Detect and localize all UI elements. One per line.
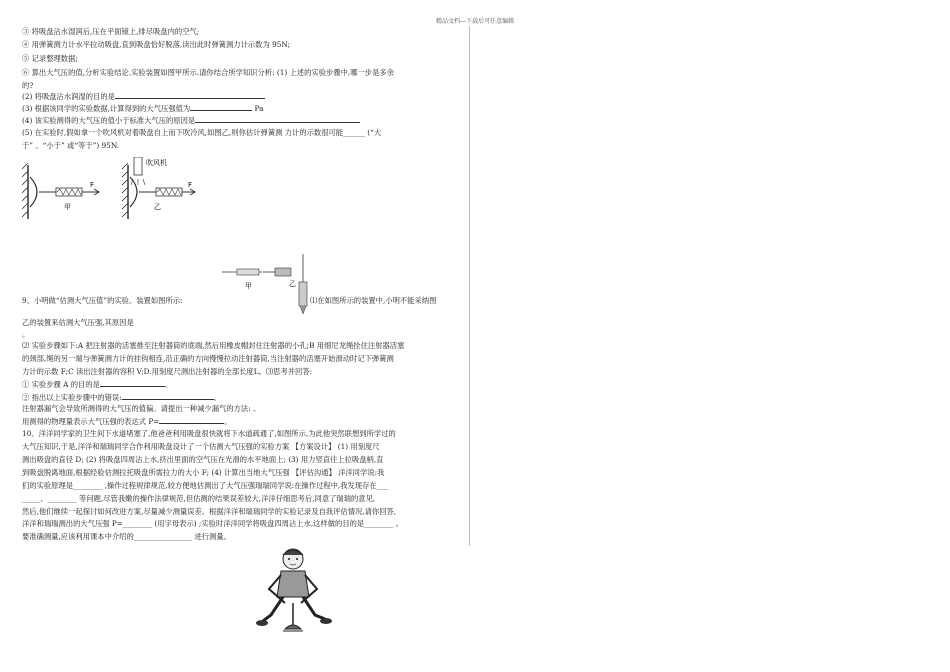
step-6: ⑥ 算出大气压的值,分析实验结论.实验装置如图甲所示.请你结合所学知识分析: (1) 上述的实验步骤中,哪一步是多余 <box>22 68 394 77</box>
step-3: ③ 将吸盘沾水湿润后,压在平面镜上,排尽吸盘内的空气; <box>22 27 200 36</box>
q2: (2) 将吸盘沾水润湿的目的是 <box>22 91 475 101</box>
q10-c: 测出吸盘的直径 D; (2) 将吸盘四周沾上水,挤出里面的空气压在光滑的水平地面上; (3) 用力竖直往上拉吸盘柄,直 <box>22 455 384 464</box>
q10-a: 10、洋洋同学家的卫生间下水道堵塞了,他爸爸利用吸盘很快就将下水道疏通了,如图所示,为此他突然联想到所学过的 <box>22 429 396 438</box>
step-6-cont: 的? <box>22 81 34 90</box>
q4: (4) 该实验测得的大气压的值小于标准大气压的原因是 <box>22 115 475 125</box>
suction-cup-figure <box>22 157 202 242</box>
q9-part1-cont: 乙的装置来估测大气压强,其原因是 <box>22 318 134 327</box>
q9-answer-3: 注射器漏气会导致所测得的大气压的值偏。请提出一种减少漏气的方法: 。 <box>22 404 261 413</box>
syringe-label-yi: 乙 <box>289 280 296 288</box>
q10-i: 要准确测量,应该利用课本中介绍的________________ 进行测量。 <box>22 532 231 541</box>
q9-answer-1: ① 实验步骤 A 的目的是 。 <box>22 380 173 389</box>
q3: (3) 根据该同学的实验数据,计算得到的大气压强值为 Pa <box>22 104 264 113</box>
q10-g: 然后,他们继续一起探讨如何改进方案,尽量减少测量误差。根据洋洋和瑞瑞同学的实验记录及自我评估情况,请你回答, <box>22 507 397 516</box>
force-label-jia: F <box>90 181 95 189</box>
q9-steps-c: 力计的示数 F;C 读出注射器的容积 V;D.用刻度尺测出注射器的全部长度L。⑶思考并回答: <box>22 367 313 376</box>
q10-f: _____、________ 等问题,尽管我嫩的操作法律规范,但估测的结果误差较大,洋洋仔细思考后,同意了瑞瑞的意见, <box>22 494 376 503</box>
figure-label-jia: 甲 <box>64 203 71 211</box>
figure-label-yi: 乙 <box>154 203 161 211</box>
force-label-yi: F <box>188 181 193 189</box>
step-5: ⑤ 记录整理数据; <box>22 54 78 63</box>
q10-b: 大气压知识,于是,洋洋和瑞瑞同学合作利用吸盘设计了一个估测大气压强的实验方案 【方案设计】 (1) 用刻度尺 <box>22 442 380 451</box>
page-header: 精品文档---下载后可任意编辑 <box>436 18 515 25</box>
syringe-figure <box>217 252 327 317</box>
q10-h: 洋洋和瑞瑞测出的大气压强 P=________ (用字母表示) ;实验时洋洋同学将吸盘四周沾上水,这样做的目的是________ 。 <box>22 519 404 528</box>
q10-e: 们的实验原理是________ ,操作过程规律规范,较方便地估测出了大气压强瑞瑞同学说:在操作过程中,我发现存在___ <box>22 481 388 490</box>
q9-intro: 9、小明做“估测大气压值”的实验。装置如图所示: <box>22 296 183 305</box>
q9-steps-b: 的颈部,绳的另一端与弹簧测力计的挂钩相连,沿正确的方向慢慢拉动注射器筒,当注射器的活塞开始滑动时记下弹簧测 <box>22 354 394 363</box>
syringe-label-jia: 甲 <box>245 282 252 290</box>
blower-label: 吹风机 <box>146 159 167 167</box>
q9-answer-2: ② 指出以上实验步骤中的错误: 。 <box>22 393 221 402</box>
q9-part1: ⑴在如图所示的装置中,小明不能采纳图 <box>310 296 437 305</box>
q5-cont: 于” 、“小于” 或“等于”) 95N. <box>22 141 120 150</box>
q5: (5) 在实验时,假如拿一个吹风机对着吸盘自上而下吹冷风,如图乙,则你估计弹簧测 力计的示数很可能______ (“大 <box>22 128 382 137</box>
q9-answer-4: 用测得的物理量表示大气压强的表达式 P= 。 <box>22 417 232 426</box>
q10-d: 到吸盘脱离地面,根据经验估测拉托吸盘所需拉力的大小 F; (4) 计算出当地大气压强 【评估沟通】 洋洋同学说:我 <box>22 468 385 477</box>
plunger-person-illustration <box>255 545 335 640</box>
step-4: ④ 用弹簧测力计水平拉动吸盘,直到吸盘恰好脱落,读出此时弹簧测力计示数为 95N; <box>22 40 290 49</box>
q9-part1-end: 。 <box>22 330 30 339</box>
q9-steps-a: ⑵ 实验步骤如下:A 把注射器的活塞推至注射器筒的底端,然后用橡皮帽封住注射器的小孔;B 用细尼龙绳拴住注射器活塞 <box>22 341 405 350</box>
